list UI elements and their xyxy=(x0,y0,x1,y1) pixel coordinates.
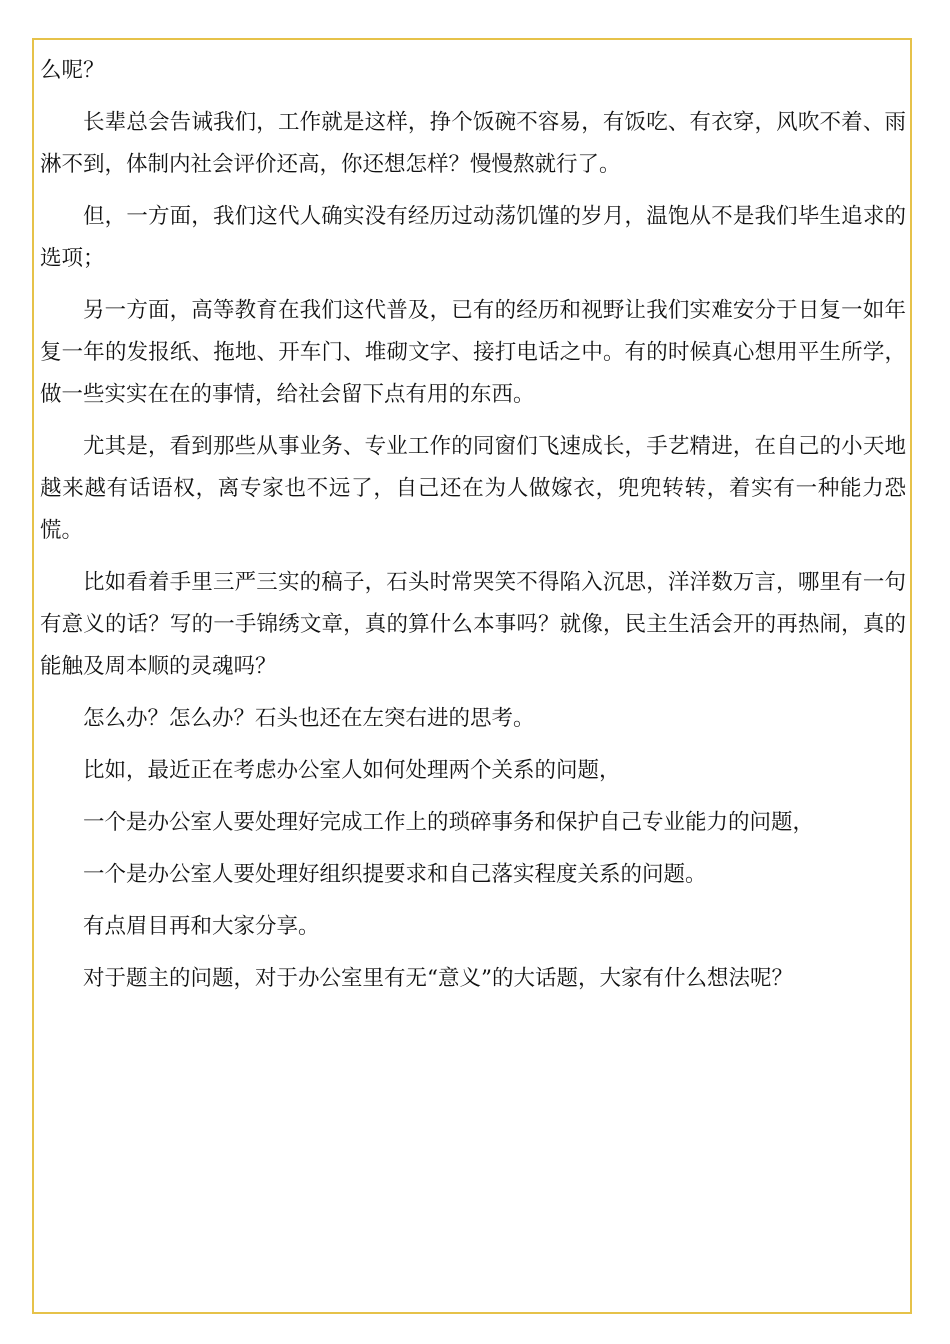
paragraph-1: 么呢？ xyxy=(40,58,105,83)
paragraph-4: 另一方面，高等教育在我们这代普及，已有的经历和视野让我们实难安分于日复一如年复一年的发报纸、拖地、开车门、堆砌文字、接打电话之中。有的时候真心想用平生所学，做一些实实在在的事情，给社会留下点有用的东西。 xyxy=(40,298,906,407)
document-body xyxy=(40,50,906,1010)
paragraph-6: 比如看着手里三严三实的稿子，石头时常哭笑不得陷入沉思，洋洋数万言，哪里有一句有意义的话？写的一手锦绣文章，真的算什么本事吗？就像，民主生活会开的再热闹，真的能触及周本顺的灵魂吗？ xyxy=(40,570,906,679)
paragraph-10: 一个是办公室人要处理好组织提要求和自己落实程度关系的问题。 xyxy=(83,862,707,887)
paragraph-2: 长辈总会告诫我们，工作就是这样，挣个饭碗不容易，有饭吃、有衣穿，风吹不着、雨淋不到，体制内社会评价还高，你还想怎样？慢慢熬就行了。 xyxy=(40,110,906,177)
paragraph-3: 但，一方面，我们这代人确实没有经历过动荡饥馑的岁月，温饱从不是我们毕生追求的选项； xyxy=(40,204,906,271)
paragraph-5: 尤其是，看到那些从事业务、专业工作的同窗们飞速成长，手艺精进，在自己的小天地越来越有话语权，离专家也不远了，自己还在为人做嫁衣，兜兜转转，着实有一种能力恐慌。 xyxy=(40,434,906,543)
paragraph-8: 比如，最近正在考虑办公室人如何处理两个关系的问题， xyxy=(83,758,621,783)
paragraph-9: 一个是办公室人要处理好完成工作上的琐碎事务和保护自己专业能力的问题， xyxy=(83,810,815,835)
paragraph-11: 有点眉目再和大家分享。 xyxy=(83,914,320,939)
paragraph-12: 对于题主的问题，对于办公室里有无“意义”的大话题，大家有什么想法呢？ xyxy=(83,966,793,991)
paragraph-7: 怎么办？怎么办？石头也还在左突右进的思考。 xyxy=(83,706,535,731)
